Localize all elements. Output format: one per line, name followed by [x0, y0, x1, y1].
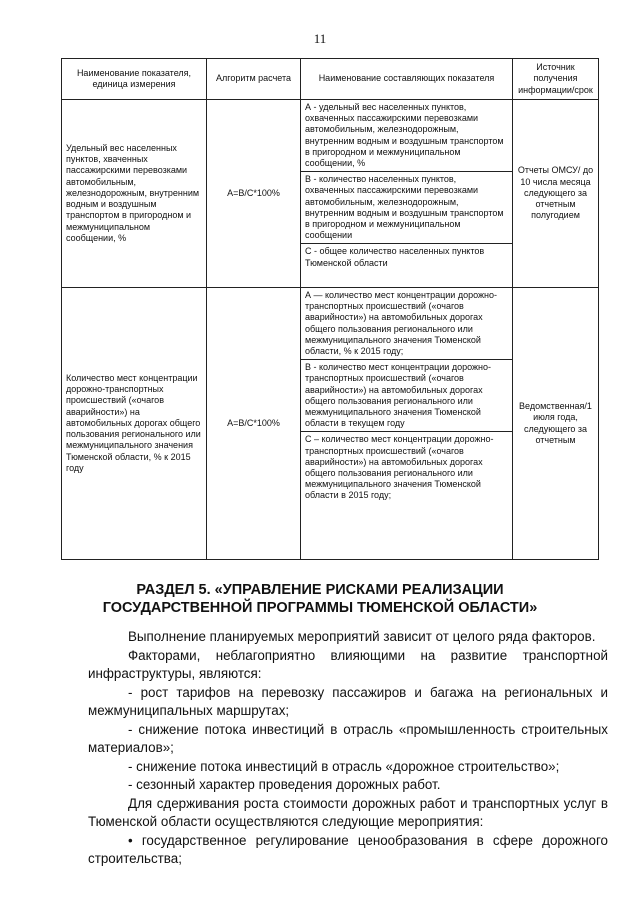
list-item: - снижение потока инвестиций в отрасль «дорожное строительство»;	[128, 758, 560, 774]
algorithm-cell: А=В/С*100%	[207, 100, 301, 288]
components-cell	[301, 100, 513, 288]
section-heading-line-2: ГОСУДАРСТВЕННОЙ ПРОГРАММЫ ТЮМЕНСКОЙ ОБЛАСТИ»	[102, 600, 538, 616]
page-number: 11	[313, 31, 327, 46]
paragraph: Факторами, неблагоприятно влияющими на развитие транспортной инфраструктуры, являются:	[88, 647, 608, 681]
component-c: С – количество мест концентрации дорожно-транспортных происшествий («очагов аварийности») на автомобильных дорогах общего пользования регионального или межмуниципального значения Тюменской области в 2015 году;	[305, 434, 494, 501]
component-a: А — количество мест концентрации дорожно-транспортных происшествий («очагов аварийности») на автомобильных дорогах общего пользования регионального или межмуниципального значения Тюменской области, % к 2015 году;	[301, 288, 512, 360]
list-item: - сезонный характер проведения дорожных работ.	[128, 777, 441, 792]
header-components: Наименование составляющих показателя	[301, 59, 513, 100]
component-a: А - удельный вес населенных пунктов, охваченных пассажирскими перевозками автомобильным, железнодорожным, внутренним водным и воздушным транспортом в пригородном и межмуниципальном сообщении, %	[301, 100, 512, 172]
header-source: Источник получения информации/срок	[513, 59, 599, 100]
component-b: В - количество населенных пунктов, охваченных пассажирскими перевозками автомобильным, железнодорожным, внутренним водным и воздушным транспортом в пригородном и межмуниципальном сообщении	[301, 172, 512, 244]
list-item: • государственное регулирование ценообразования в сфере дорожного строительства;	[88, 832, 608, 866]
components-cell	[301, 288, 513, 560]
component-c: С - общее количество населенных пунктов Тюменской области	[305, 246, 485, 268]
source-cell: Отчеты ОМСУ/ до 10 числа месяца следующего за отчетным полугодием	[513, 100, 599, 288]
list-item: - снижение потока инвестиций в отрасль «промышленность строительных материалов»;	[88, 721, 608, 755]
indicator-cell: Количество мест концентрации дорожно-транспортных происшествий («очагов аварийности») на автомобильных дорогах общего пользования регионального или межмуниципального значения Тюменской области, % к 2015 году	[62, 288, 207, 560]
table-header-row	[62, 59, 599, 100]
header-algorithm: Алгоритм расчета	[207, 59, 301, 100]
table-row	[62, 100, 599, 288]
section-heading	[40, 581, 600, 617]
section-body	[88, 628, 608, 869]
indicator-cell: Удельный вес населенных пунктов, хваченных пассажирскими перевозками автомобильным, железнодорожным, внутренним водным и воздушным транспортом в пригородном и межмуниципальном сообщении, %	[62, 100, 207, 288]
section-heading-line-1: РАЗДЕЛ 5. «УПРАВЛЕНИЕ РИСКАМИ РЕАЛИЗАЦИИ	[136, 582, 504, 598]
indicators-table	[61, 58, 599, 560]
component-b: В - количество мест концентрации дорожно-транспортных происшествий («очагов аварийности») на автомобильных дорогах общего пользования регионального или межмуниципального значения Тюменской области в текущем году	[301, 360, 512, 432]
list-item: - рост тарифов на перевозку пассажиров и багажа на региональных и межмуниципальных маршрутах;	[88, 684, 608, 718]
table-row	[62, 288, 599, 560]
header-indicator: Наименование показателя, единица измерения	[62, 59, 207, 100]
source-cell: Ведомственная/1 июля года, следующего за отчетным	[513, 288, 599, 560]
paragraph: Выполнение планируемых мероприятий зависит от целого ряда факторов.	[128, 629, 596, 644]
algorithm-cell: А=В/С*100%	[207, 288, 301, 560]
paragraph: Для сдерживания роста стоимости дорожных работ и транспортных услуг в Тюменской области осуществляются следующие мероприятия:	[88, 795, 608, 829]
